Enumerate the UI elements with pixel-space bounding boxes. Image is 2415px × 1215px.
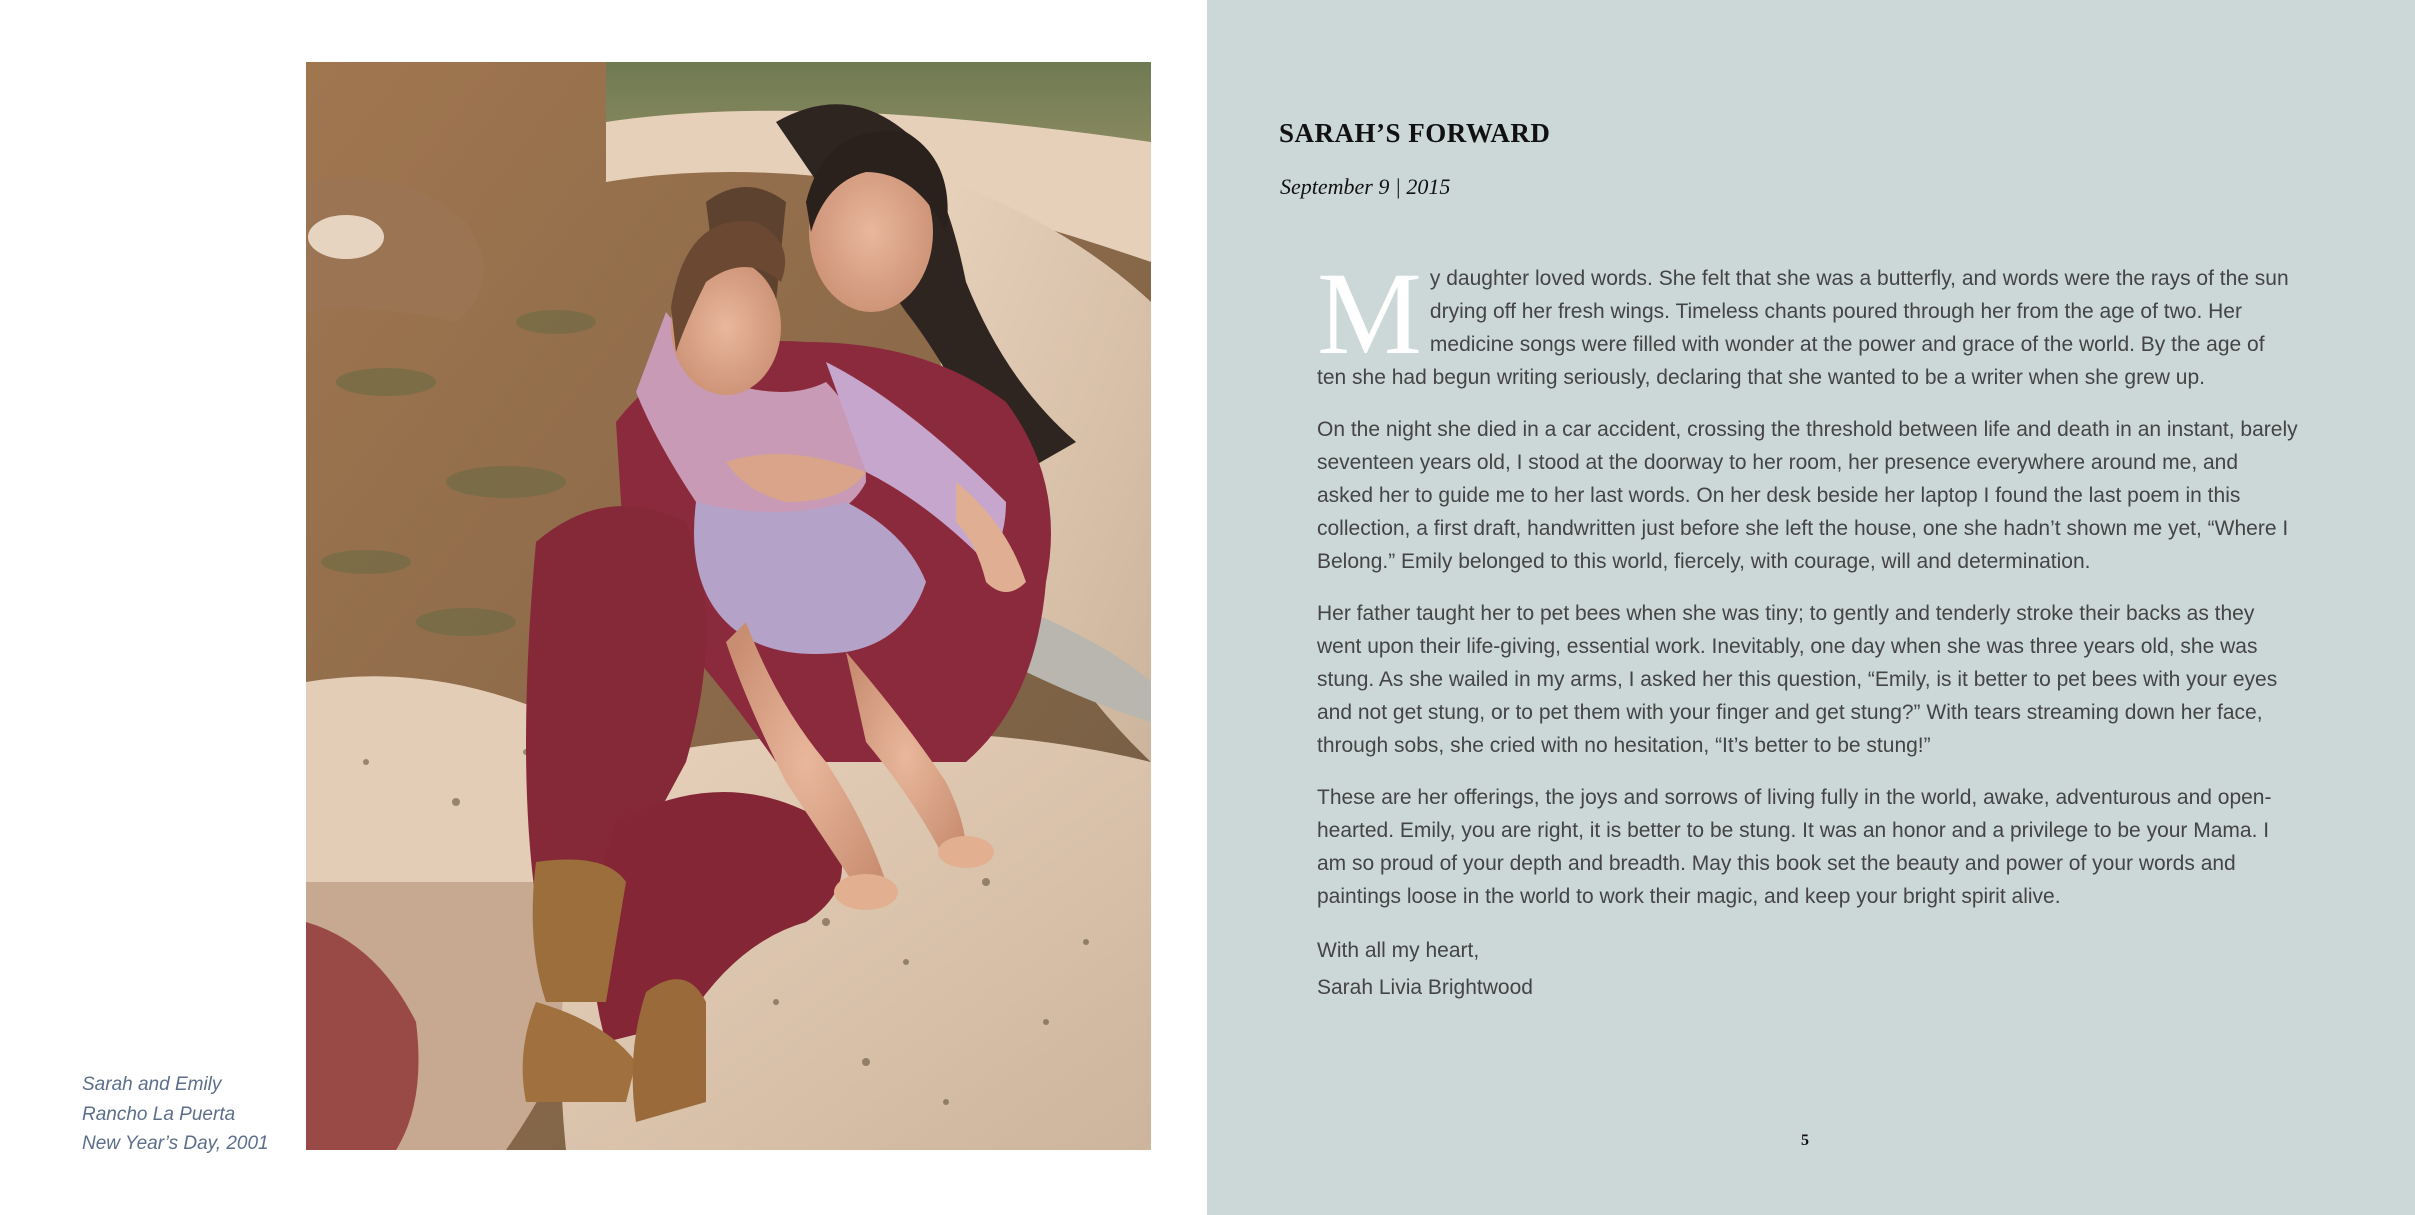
photo-caption xyxy=(82,1070,282,1159)
foreword-body xyxy=(1317,248,2299,1006)
paragraph-2: On the night she died in a car accident, crossing the threshold between life and death in an instant, barely seventeen years old, I stood at the doorway to her room, her presence everywhere around me, and asked her to guide me to her last words. On her desk beside her laptop I found the last poem in this collection, a first draft, handwritten just before she left the house, one she hadn’t shown me yet, “Where I Belong.” Emily belonged to this world, fiercely, with courage, will and determination. xyxy=(1317,418,2298,573)
caption-line-names: Sarah and Emily xyxy=(82,1074,222,1095)
page-date: September 9 | 2015 xyxy=(1280,174,1451,199)
paragraph-1-text: y daughter loved words. She felt that she was a butterfly, and words were the rays of the sun drying off her fresh wings. Timeless chants poured through her from the age of two. Her medicine songs were filled with wonder at the power and grace of the world. By the age of ten she had begun writing seriously, declaring that she wanted to be a writer when she grew up. xyxy=(1317,267,2289,389)
paragraph-1 xyxy=(1317,248,2299,394)
left-page xyxy=(0,0,1207,1215)
signoff xyxy=(1317,932,2299,1006)
drop-cap: M xyxy=(1317,248,1422,379)
signoff-name: Sarah Livia Brightwood xyxy=(1317,976,1533,999)
paragraph-4: These are her offerings, the joys and sorrows of living fully in the world, awake, adventurous and open-hearted. Emily, you are right, it is better to be stung. It was an honor and a privilege to be your Mama. I am so proud of your depth and breadth. May this book set the beauty and power of your words and paintings loose in the world to work their magic, and keep your bright spirit alive. xyxy=(1317,786,2272,908)
signoff-closing: With all my heart, xyxy=(1317,939,1480,962)
photo-of-mother-and-daughter-on-rocks xyxy=(306,62,1151,1150)
caption-line-date: New Year’s Day, 2001 xyxy=(82,1133,269,1154)
page-title: SARAH’S FORWARD xyxy=(1279,118,1551,148)
caption-line-location: Rancho La Puerta xyxy=(82,1103,236,1125)
page-number: 5 xyxy=(1801,1132,1809,1149)
paragraph-3: Her father taught her to pet bees when she was tiny; to gently and tenderly stroke their backs as they went upon their life-giving, essential work. Inevitably, one day when she was three years old, she was stung. As she wailed in my arms, I asked her this question, “Emily, is it better to pet bees with your eyes and not get stung, or to pet them with your finger and get stung?” With tears streaming down her face, through sobs, she cried with no hesitation, “It’s better to be stung!” xyxy=(1317,602,2278,757)
